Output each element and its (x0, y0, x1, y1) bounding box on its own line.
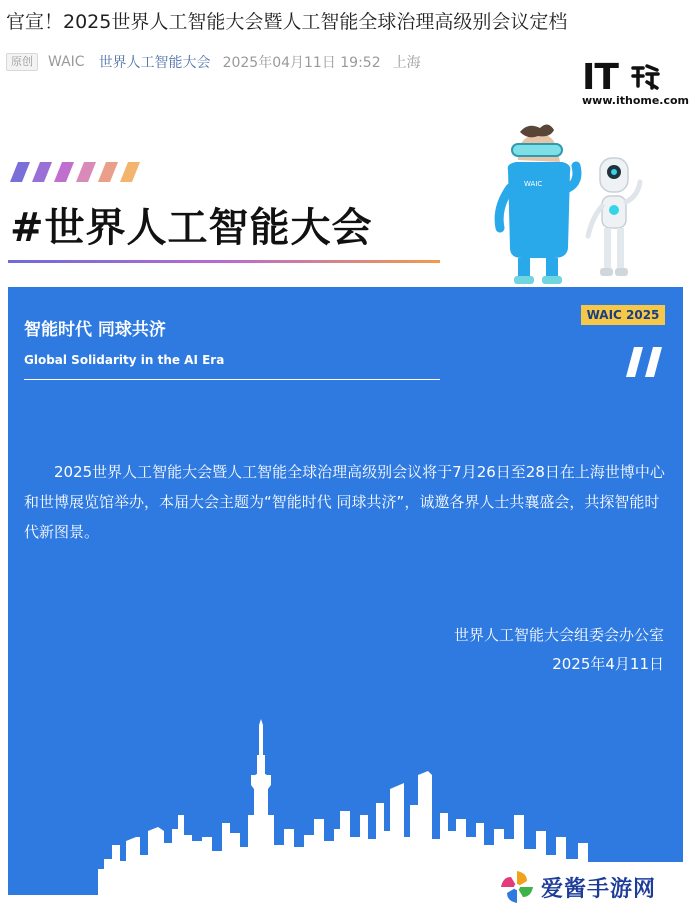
waic-badge: WAIC 2025 (581, 305, 665, 325)
topic-link[interactable]: 世界人工智能大会 (98, 55, 211, 71)
logo-glyph-icon (630, 62, 660, 92)
announcement-body: 2025世界人工智能大会暨人工智能全球治理高级别会议将于7月26日至28日在上海世博中心和世博展览馆举办，本届大会主题为“智能时代 同球共济”，诚邀各界人士共襄盛会，共探智能时代新图景。 (24, 463, 665, 541)
logo-url: www.ithome.com (582, 94, 690, 107)
theme-divider (24, 379, 440, 380)
article-headline: 官宣！2025世界人工智能大会暨人工智能全球治理高级别会议定档 (6, 11, 568, 33)
original-tag: 原创 (6, 53, 38, 71)
gradient-divider (8, 260, 440, 263)
ithome-logo-mark (582, 57, 677, 98)
watermark (497, 862, 683, 912)
signature-org: 世界人工智能大会组委会办公室 (453, 626, 664, 644)
watermark-text: 爱酱手游网 (541, 876, 657, 902)
logo-it-text: IT (582, 57, 618, 98)
quote-mark-icon (626, 347, 666, 379)
announcement-poster (8, 287, 683, 899)
signature-date: 2025年4月11日 (552, 655, 664, 673)
article-datetime: 2025年04月11日 19:52 (222, 55, 381, 71)
theme-english: Global Solidarity in the AI Era (24, 353, 225, 367)
mascot-illustration-icon (488, 118, 688, 288)
article-meta (6, 52, 421, 72)
signature (454, 621, 664, 679)
theme-chinese: 智能时代 同球共济 (24, 320, 166, 340)
pinwheel-logo-icon (497, 867, 537, 907)
ithome-logo[interactable] (582, 57, 690, 113)
decorative-stripes-icon (10, 162, 150, 184)
article-location: 上海 (392, 55, 421, 71)
article-source[interactable]: WAIC (48, 54, 85, 70)
hashtag-title: #世界人工智能大会 (10, 205, 373, 251)
svg-text:WAIC: WAIC (524, 180, 543, 188)
